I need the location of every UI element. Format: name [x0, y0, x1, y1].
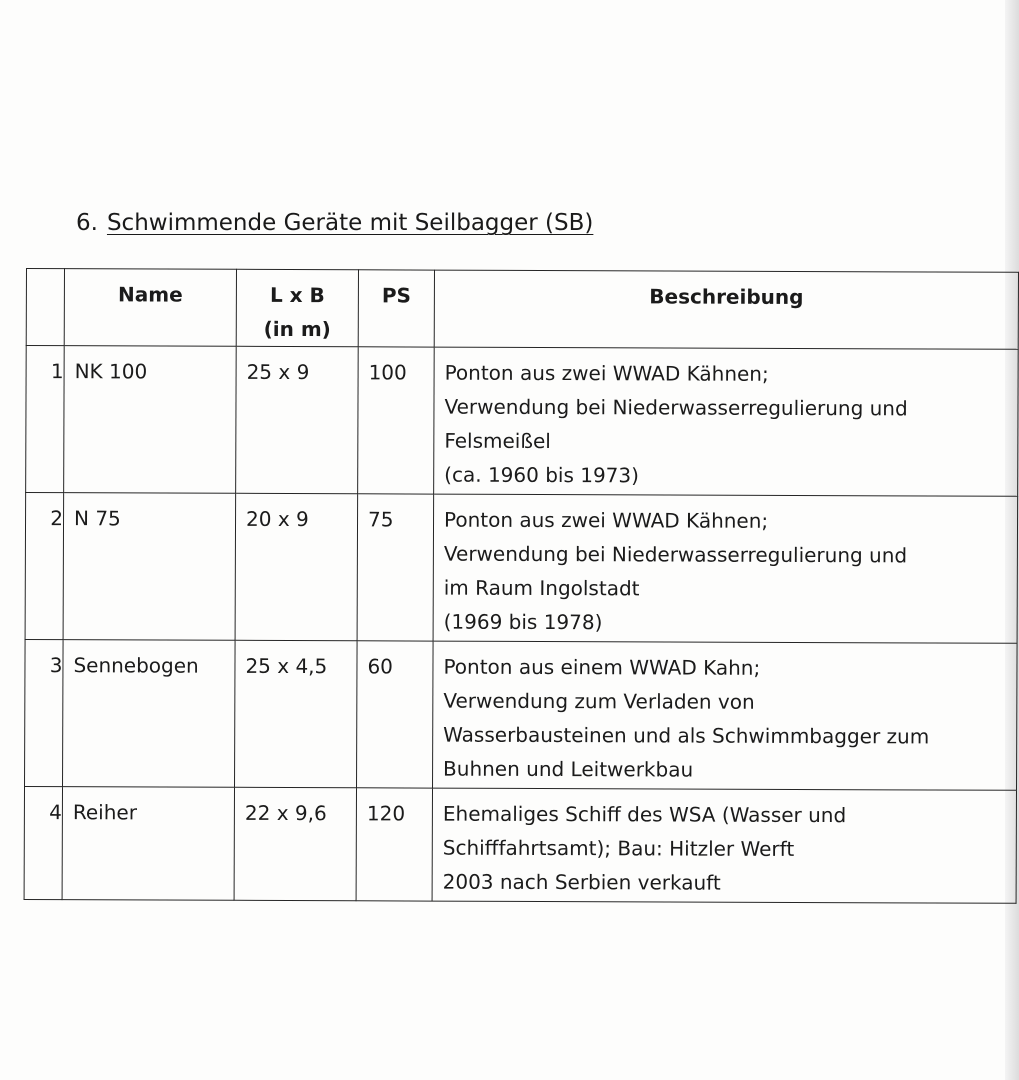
row-ps: 60 — [357, 641, 434, 788]
table-row — [25, 639, 1018, 790]
row-ps: 100 — [358, 347, 435, 494]
row-description — [433, 494, 1018, 643]
header-description: Beschreibung — [434, 270, 1018, 349]
equipment-table — [24, 268, 1019, 904]
section-number: 6. — [76, 210, 98, 236]
row-index: 1 — [26, 346, 65, 493]
row-dimensions: 22 x 9,6 — [234, 787, 356, 900]
row-description — [434, 347, 1019, 496]
description-line: Verwendung zum Verladen von — [443, 688, 755, 714]
description-line: Verwendung bei Niederwasserregulierung und — [444, 394, 908, 421]
row-description — [433, 641, 1018, 790]
header-dimensions — [236, 269, 358, 346]
row-index: 2 — [25, 493, 64, 640]
description-line: Verwendung bei Niederwasserregulierung und — [443, 541, 908, 568]
row-name: Reiher — [62, 787, 234, 901]
description-line: (1969 bis 1978) — [443, 609, 603, 635]
description-line: Felsmeißel — [444, 428, 551, 454]
description-line: Ponton aus zwei WWAD Kähnen; — [443, 507, 769, 533]
description-line: Schifffahrtsamt); Bau: Hitzler Werft — [442, 835, 795, 861]
row-name: NK 100 — [64, 346, 237, 494]
section-title: Schwimmende Geräte mit Seilbagger (SB) — [106, 210, 594, 236]
table-row — [25, 493, 1018, 644]
row-ps: 120 — [356, 788, 432, 901]
header-dimensions-line2: (in m) — [263, 316, 331, 342]
description-line: 2003 nach Serbien verkauft — [442, 869, 721, 895]
row-dimensions: 20 x 9 — [235, 493, 358, 640]
row-index: 3 — [25, 639, 64, 786]
description-line: im Raum Ingolstadt — [443, 575, 640, 601]
row-name: Sennebogen — [63, 640, 236, 788]
section-heading — [76, 210, 593, 236]
row-name: N 75 — [63, 493, 236, 641]
description-line: (ca. 1960 bis 1973) — [444, 462, 640, 488]
row-ps: 75 — [357, 494, 434, 641]
row-dimensions: 25 x 9 — [236, 346, 359, 493]
row-index: 4 — [24, 786, 62, 899]
header-dimensions-line1: L x B — [269, 282, 325, 308]
header-index — [26, 269, 64, 346]
description-line: Ponton aus einem WWAD Kahn; — [443, 654, 761, 680]
row-dimensions: 25 x 4,5 — [235, 640, 358, 787]
row-description — [432, 788, 1016, 903]
table-row — [24, 786, 1016, 903]
table-header-row — [26, 269, 1018, 350]
description-line: Buhnen und Leitwerkbau — [443, 756, 694, 782]
description-line: Wasserbausteinen und als Schwimmbagger zum — [443, 722, 930, 749]
header-ps: PS — [358, 270, 434, 347]
description-line: Ponton aus zwei WWAD Kähnen; — [444, 360, 769, 386]
table-row — [26, 346, 1019, 497]
header-name: Name — [64, 269, 236, 347]
description-line: Ehemaliges Schiff des WSA (Wasser und — [442, 801, 847, 828]
